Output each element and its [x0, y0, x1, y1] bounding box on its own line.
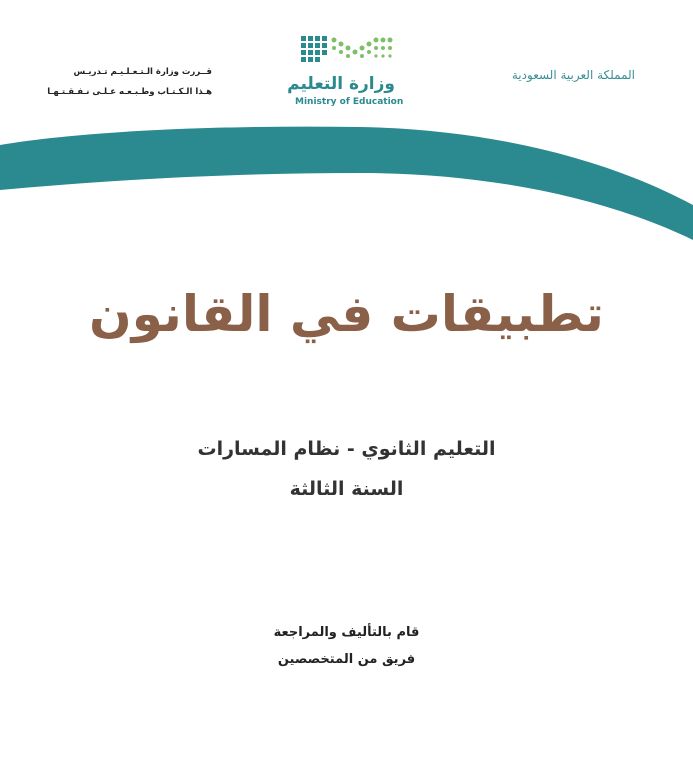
approval-statement — [47, 62, 212, 102]
approval-line-1: قــررت وزارة الـتـعـلـيـم تـدريـس — [73, 67, 212, 77]
header — [0, 0, 693, 130]
ministry-dots-icon — [299, 34, 395, 66]
approval-line-2: هـذا الـكـتـاب وطـبـعـه عـلـى نـفـقـتـهـا — [47, 87, 212, 97]
credits-team: فريق من المتخصصين — [277, 652, 416, 667]
teal-swoosh-banner — [0, 125, 693, 245]
ministry-name-english: Ministry of Education — [295, 97, 404, 107]
subtitle-education-track: التعليم الثانوي - نظام المسارات — [197, 438, 496, 460]
credits-authoring: قام بالتأليف والمراجعة — [273, 625, 420, 640]
ministry-logo — [287, 34, 404, 114]
ministry-name-arabic: وزارة التعليم — [287, 74, 395, 94]
book-title: تطبيقات في القانون — [89, 285, 604, 343]
subtitle-year: السنة الثالثة — [289, 478, 404, 500]
kingdom-name: المملكة العربية السعودية — [511, 68, 635, 82]
